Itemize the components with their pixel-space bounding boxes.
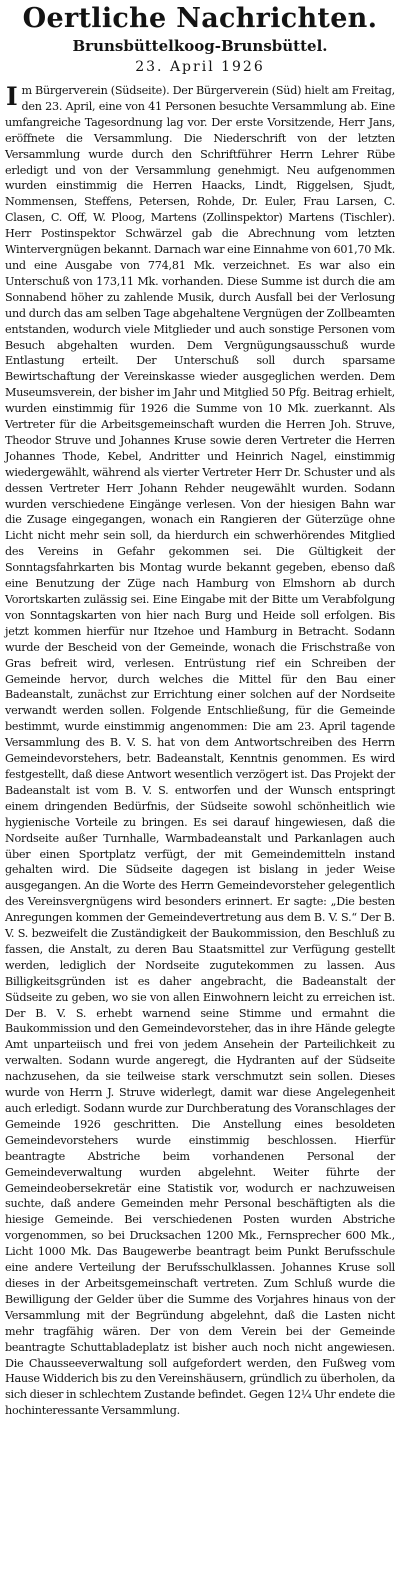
date-line: 23. April 1926 <box>135 59 265 75</box>
section-heading: Oertliche Nachrichten. <box>22 3 378 34</box>
drop-cap-initial: I <box>6 82 18 111</box>
place-subheading: Brunsbüttelkoog-Brunsbüttel. <box>72 37 328 55</box>
article-body <box>5 83 395 1419</box>
article-text: m Bürgerverein (Südseite). Der Bürgerverein (Süd) hielt am Freitag, den 23. April, eine von 41 Personen besuchte Versammlung ab. Eine umfangreiche Tagesordnung lag vor. Der erste Vorsitzende, Herr Jans, eröffnete die Versammlung. Die Niederschrift von der letzten Versammlung wurde durch den Schriftführer Herrn Lehrer Rübe erledigt und von der Versammlung genehmigt. Neu aufgenommen wurden einstimmig die Herren Haacks, Lindt, Riggelsen, Sjudt, Nommensen, Steffens, Petersen, Rohde, Dr. Euler, Frau Larsen, C. Clasen, C. Off, W. Ploog, Martens (Zollinspektor) Martens (Tischler). Herr Postinspektor Schwärzel gab die Abrechnung vom letzten Wintervergnügen bekannt. Darnach war eine Einnahme von 601,70 Mk. und eine Ausgabe von 774,81 Mk. verzeichnet. Es war also ein Unterschuß von 173,11 Mk. vorhanden. Diese Summe ist durch die am Sonnabend höher zu zahlende Musik, durch Ausfall bei der Verlosung und durch das am selben Tage abgehaltene Vergnügen der Zollbeamten entstanden, wodurch viele Mitglieder und auch sonstige Personen vom Besuch abgehalten wurden. Dem Vergnügungsausschuß wurde Entlastung erteilt. Der Unterschuß soll durch sparsame Bewirtschaftung der Vereinskasse wieder ausgeglichen werden. Dem Museumsverein, der bisher im Jahr und Mitglied 50 Pfg. Beitrag erhielt, wurden einstimmig für 1926 die Summe von 10 Mk. zuerkannt. Als Vertreter für die Arbeitsgemeinschaft wurden die Herren Joh. Struve, Theodor Struve und Johannes Kruse sowie deren Vertreter die Herren Johannes Thode, Kebel, Andritter und Heinrich Nagel, einstimmig wiedergewählt, während als vierter Vertreter Herr Dr. Schuster und als dessen Vertreter Herr Johann Rehder neugewählt wurden. Sodann wurden verschiedene Eingänge verlesen. Von der hiesigen Bahn war die Zusage eingegangen, wonach ein Rangieren der Güterzüge ohne Licht nicht mehr sein soll, da hierdurch ein schwerhörendes Mitglied des Vereins in Gefahr gekommen sei. Die Gültigkeit der Sonntagsfahrkarten bis Montag wurde bekannt gegeben, ebenso daß eine Benutzung der Züge nach Hamburg von Elmshorn ab durch Vorortskarten zulässig sei. Eine Eingabe mit der Bitte um Verabfolgung von Sonntagskarten von hier nach Burg und Heide soll erfolgen. Bis jetzt kommen hierfür nur Itzehoe und Hamburg in Betracht. Sodann wurde der Bescheid von der Gemeinde, wonach die Frischstraße von Gras befreit wird, verlesen. Entrüstung rief ein Schreiben der Gemeinde hervor, durch welches die Mittel für den Bau einer Badeanstalt, zunächst zur Errichtung einer solchen auf der Nordseite verwandt werden sollen. Folgende Entschließung, für die Gemeinde bestimmt, wurde einstimmig angenommen: Die am 23. April tagende Versammlung des B. V. S. hat von dem Antwortschreiben des Herrn Gemeindevorstehers, betr. Badeanstalt, Kenntnis genommen. Es wird festgestellt, daß diese Antwort wesentlich verzögert ist. Das Projekt der Badeanstalt ist vom B. V. S. entworfen und der Wunsch entspringt einem dringenden Bedürfnis, der Südseite sowohl schönheitlich wie hygienische Vorteile zu bringen. Es sei darauf hingewiesen, daß die Nordseite außer Turnhalle, Warmbadeanstalt und Parkanlagen auch über einen Sportplatz verfügt, der mit Gemeindemitteln instand gehalten wird. Die Südseite dagegen ist bislang in jeder Weise ausgegangen. An die Worte des Herrn Gemeindevorsteher gelegentlich des Vereinsvergnügens wird besonders erinnert. Er sagte: „Die besten Anregungen kommen der Gemeindevertretung aus dem B. V. S.“ Der B. V. S. bezweifelt die Zuständigkeit der Baukommission, den Beschluß zu fassen, die Anstalt, zu deren Bau Staatsmittel zur Verfügung gestellt werden, lediglich der Nordseite zugutekommen zu lassen. Aus Billigkeitsgründen ist es daher angebracht, die Badeanstalt der Südseite zu geben, wo sie von allen Einwohnern leicht zu erreichen ist. Der B. V. S. erhebt warnend seine Stimme und ermahnt die Baukommission und den Gemeindevorsteher, das in ihre Hände gelegte Amt unparteiisch und frei von jedem Ansehein der Parteilichkeit zu verwalten. Sodann wurde angeregt, die Hydranten auf der Südseite nachzusehen, da sie teilweise stark verschmutzt sein sollen. Dieses wurde von Herrn J. Struve widerlegt, damit war diese Angelegenheit auch erledigt. Sodann wurde zur Durchberatung des Voranschlages der Gemeinde 1926 geschritten. Die Anstellung eines besoldeten Gemeindevorstehers wurde einstimmig beschlossen. Hierfür beantragte Abstriche beim vorhandenen Personal der Gemeindeverwaltung wurden abgelehnt. Weiter führte der Gemeindeobersekretär eine Statistik vor, wodurch er nachzuweisen suchte, daß andere Gemeinden mehr Personal beschäftigten als die hiesige Gemeinde. Bei verschiedenen Posten wurden Abstriche vorgenommen, so bei Drucksachen 1200 Mk., Fernsprecher 600 Mk., Licht 1000 Mk. Das Baugewerbe beantragt beim Punkt Berufsschule eine andere Verteilung der Berufsschulklassen. Johannes Kruse soll dieses in der Arbeitsgemeinschaft vertreten. Zum Schluß wurde die Bewilligung der Gelder über die Summe des Vorjahres hinaus von der Versammlung mit der Begründung abgelehnt, daß die Lasten nicht mehr tragfähig wären. Der von dem Verein bei der Gemeinde beantragte Schuttabladeplatz ist bisher auch noch nicht angewiesen. Die Chausseeverwaltung soll aufgefordert werden, den Fußweg vom Hause Widderich bis zu den Vereinshäusern, gründlich zu überholen, da sich dieser in schlechtem Zustande befindet. Gegen 12¼ Uhr endete die hochinteressante Versammlung. <box>5 84 395 1418</box>
